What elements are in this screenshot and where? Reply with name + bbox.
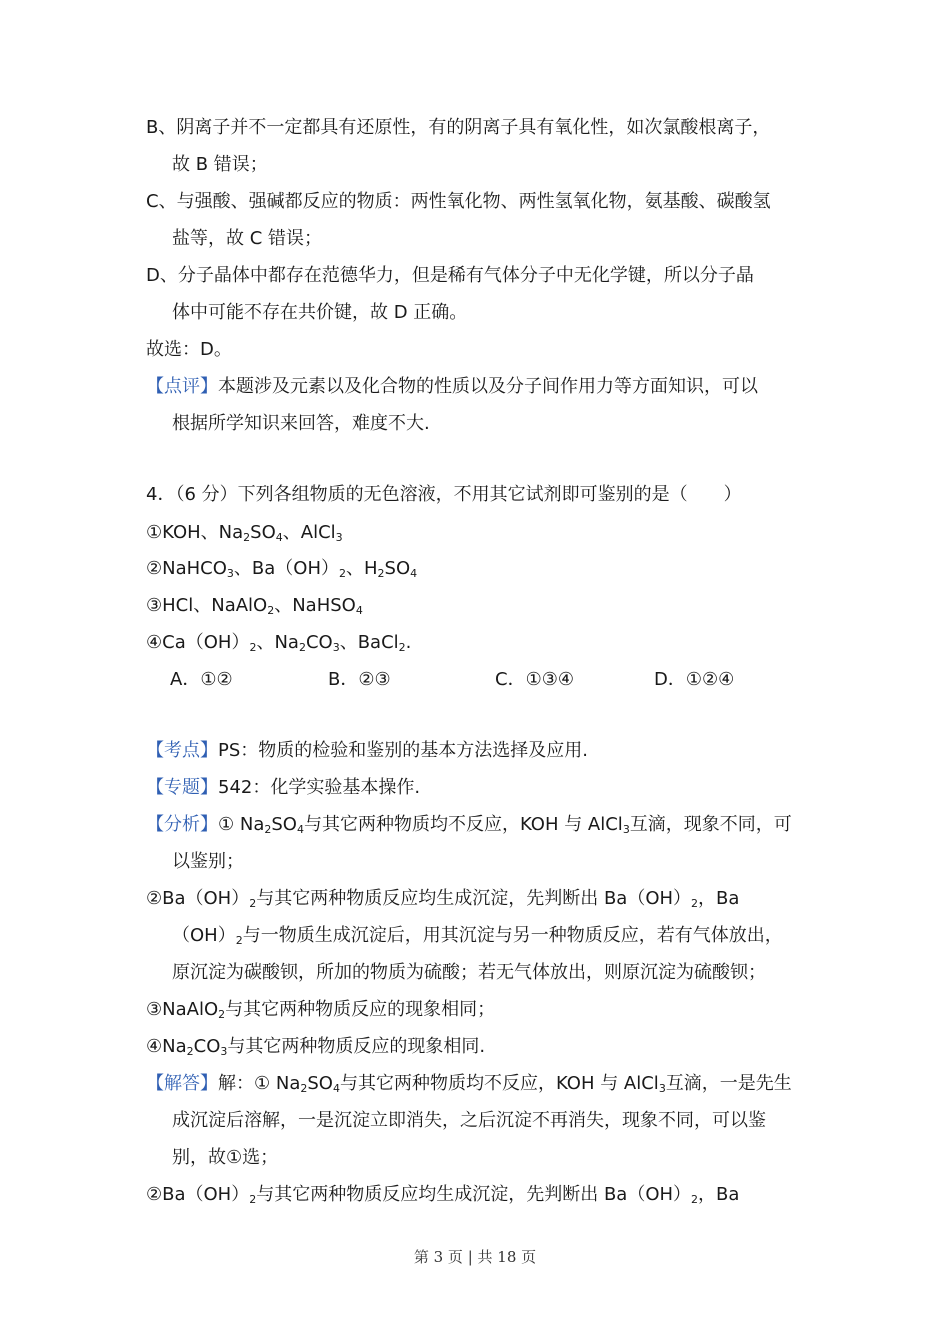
jieda-line1: 【解答】解：① $Na_2SO_4$与其它两种物质均不反应，KOH 与 AlCl$_3$互滴，一是先生 [146,1073,792,1095]
answer-d-line1: D、分子晶体中都存在范德华力，但是稀有气体分子中无化学键，所以分子晶 [146,265,754,286]
zhuanti-label: 【专题】 [146,777,218,798]
fenxi-line2: 以鉴别； [172,851,244,872]
answer-choice: 故选：D。 [146,339,232,360]
answer-c-line2: 盐等，故 C 错误； [172,228,323,249]
comment-line2: 根据所学知识来回答，难度不大. [172,413,430,434]
zhuanti: 【专题】542：化学实验基本操作. [146,777,421,798]
jieda-line3: 别，故①选； [172,1147,279,1168]
option-d: D．①②④ [654,669,735,690]
comment-text: 本题涉及元素以及化合物的性质以及分子间作用力等方面知识，可以 [218,376,758,397]
fenxi-line3: $②Ba(OH)_2$与其它两种物质反应均生成沉淀，先判断出 $Ba(OH)_2$，Ba [146,888,740,910]
comment-label: 【点评】 [146,376,218,397]
fenxi-label: 【分析】 [146,814,218,835]
option-b: B．②③ [328,669,391,690]
jieda-line2: 成沉淀后溶解，一是沉淀立即消失，之后沉淀不再消失，现象不同，可以鉴 [172,1110,766,1131]
question-stem: 4．（6 分）下列各组物质的无色溶液，不用其它试剂即可鉴别的是（ ） [146,484,742,505]
question-item-1: ①KOH、$Na_2SO_4$、AlCl$_3$ [146,522,343,544]
answer-b-line2: 故 B 错误； [172,154,268,175]
option-a: A．①② [170,669,233,690]
option-c: C．①③④ [495,669,574,690]
fenxi-line4: $(OH)_2$与一物质生成沉淀后，用其沉淀与另一种物质反应，若有气体放出， [172,925,783,947]
kaodian: 【考点】PS：物质的检验和鉴别的基本方法选择及应用. [146,740,588,761]
answer-b-line1: B、阴离子并不一定都具有还原性，有的阴离子具有氧化性，如次氯酸根离子， [146,117,771,138]
kaodian-label: 【考点】 [146,740,218,761]
fenxi-line5: 原沉淀为碳酸钡，所加的物质为硫酸；若无气体放出，则原沉淀为硫酸钡； [172,962,766,983]
question-item-2: ②NaHCO$_3$、$Ba(OH)_2$、$H_2SO_4$ [146,558,418,580]
fenxi-line7: $④Na_2CO_3$与其它两种物质反应的现象相同. [146,1036,486,1058]
question-item-3: ③HCl、NaAlO$_2$、NaHSO$_4$ [146,595,363,617]
answer-c-line1: C、与强酸、强碱都反应的物质：两性氧化物、两性氢氧化物，氨基酸、碳酸氢 [146,191,771,212]
question-item-4: $④Ca(OH)_2$、$Na_2CO_3$、BaCl$_2$. [146,632,412,654]
jieda-label: 【解答】 [146,1073,218,1094]
fenxi-line6: ③NaAlO$_2$与其它两种物质反应的现象相同； [146,999,496,1021]
answer-d-line2: 体中可能不存在共价键，故 D 正确。 [172,302,468,323]
fenxi-line1: 【分析】① $Na_2SO_4$与其它两种物质均不反应，KOH 与 AlCl$_3$互滴，现象不同，可 [146,814,792,836]
jieda-line4: $②Ba(OH)_2$与其它两种物质反应均生成沉淀，先判断出 $Ba(OH)_2$，Ba [146,1184,740,1206]
page-footer: 第 3 页 | 共 18 页 [413,1248,537,1266]
comment-line1 [146,374,758,400]
